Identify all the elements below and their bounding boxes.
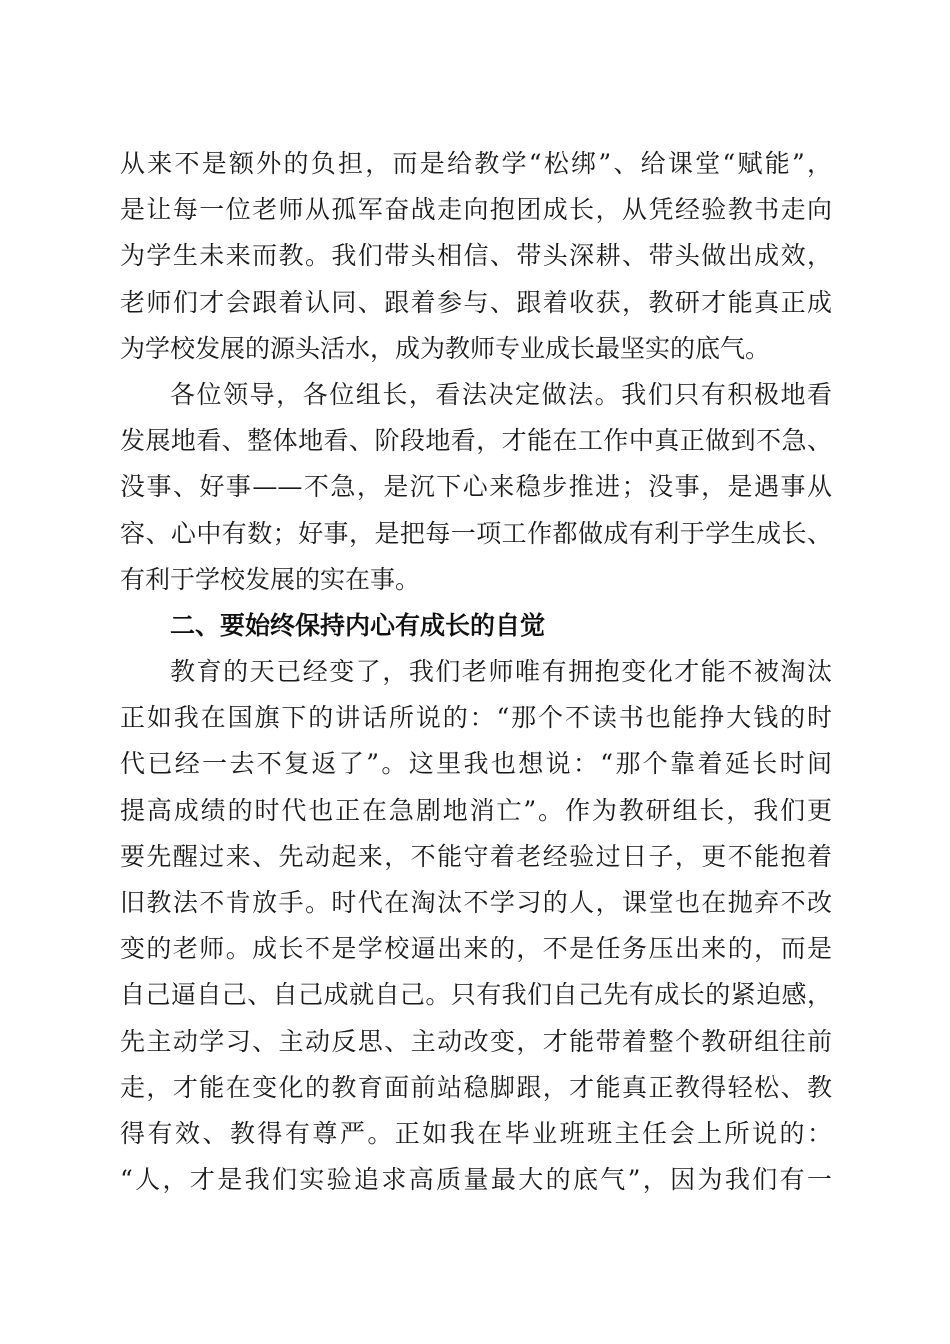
text-line: 变的老师。成长不是学校逼出来的，不是任务压出来的，而是 (120, 934, 832, 964)
text-line: 要先醒过来、先动起来，不能守着老经验过日子，更不能抱着 (120, 841, 832, 871)
paragraph-2 (120, 372, 832, 603)
paragraph-1 (120, 141, 832, 372)
text-line: 代已经一去不复返了”。这里我也想说：“那个靠着延长时间 (120, 749, 832, 779)
text-line: 发展地看、整体地看、阶段地看，才能在工作中真正做到不急、 (120, 426, 832, 456)
text-line: 提高成绩的时代也正在急剧地消亡”。作为教研组长，我们更 (120, 795, 832, 825)
text-line: 走，才能在变化的教育面前站稳脚跟，才能真正教得轻松、教 (120, 1072, 832, 1102)
text-line: 各位领导，各位组长，看法决定做法。我们只有积极地看 (170, 379, 832, 409)
text-line: 正如我在国旗下的讲话所说的：“那个不读书也能挣大钱的时 (120, 703, 832, 733)
text-line: 得有效、教得有尊严。正如我在毕业班班主任会上所说的： (120, 1118, 832, 1148)
document-body (120, 141, 832, 1203)
text-line: 从来不是额外的负担，而是给教学“松绑”、给课堂“赋能”， (120, 149, 832, 178)
text-line: 容、心中有数；好事，是把每一项工作都做成有利于学生成长、 (120, 518, 832, 548)
text-line: “人，才是我们实验追求高质量最大的底气”，因为我们有一 (120, 1165, 832, 1195)
text-line: 老师们才会跟着认同、跟着参与、跟着收获，教研才能真正成 (120, 287, 832, 317)
text-line: 有利于学校发展的实在事。 (120, 564, 421, 594)
text-line: 先主动学习、主动反思、主动改变，才能带着整个教研组往前 (120, 1026, 832, 1056)
text-line: 教育的天已经变了，我们老师唯有拥抱变化才能不被淘汰 (170, 657, 832, 687)
text-line: 是让每一位老师从孤军奋战走向抱团成长，从凭经验教书走向 (120, 195, 832, 225)
text-line: 自己逼自己、自己成就自己。只有我们自己先有成长的紧迫感， (120, 980, 832, 1010)
text-line: 旧教法不肯放手。时代在淘汰不学习的人，课堂也在抛弃不改 (120, 888, 832, 917)
text-line: 为学生未来而教。我们带头相信、带头深耕、带头做出成效， (120, 241, 832, 271)
text-line: 没事、好事——不急，是沉下心来稳步推进；没事，是遇事从 (120, 472, 832, 502)
paragraph-3 (120, 649, 832, 1203)
text-line: 为学校发展的源头活水，成为教师专业成长最坚实的底气。 (120, 333, 771, 363)
section-heading: 二、要始终保持内心有成长的自觉 (170, 610, 546, 640)
